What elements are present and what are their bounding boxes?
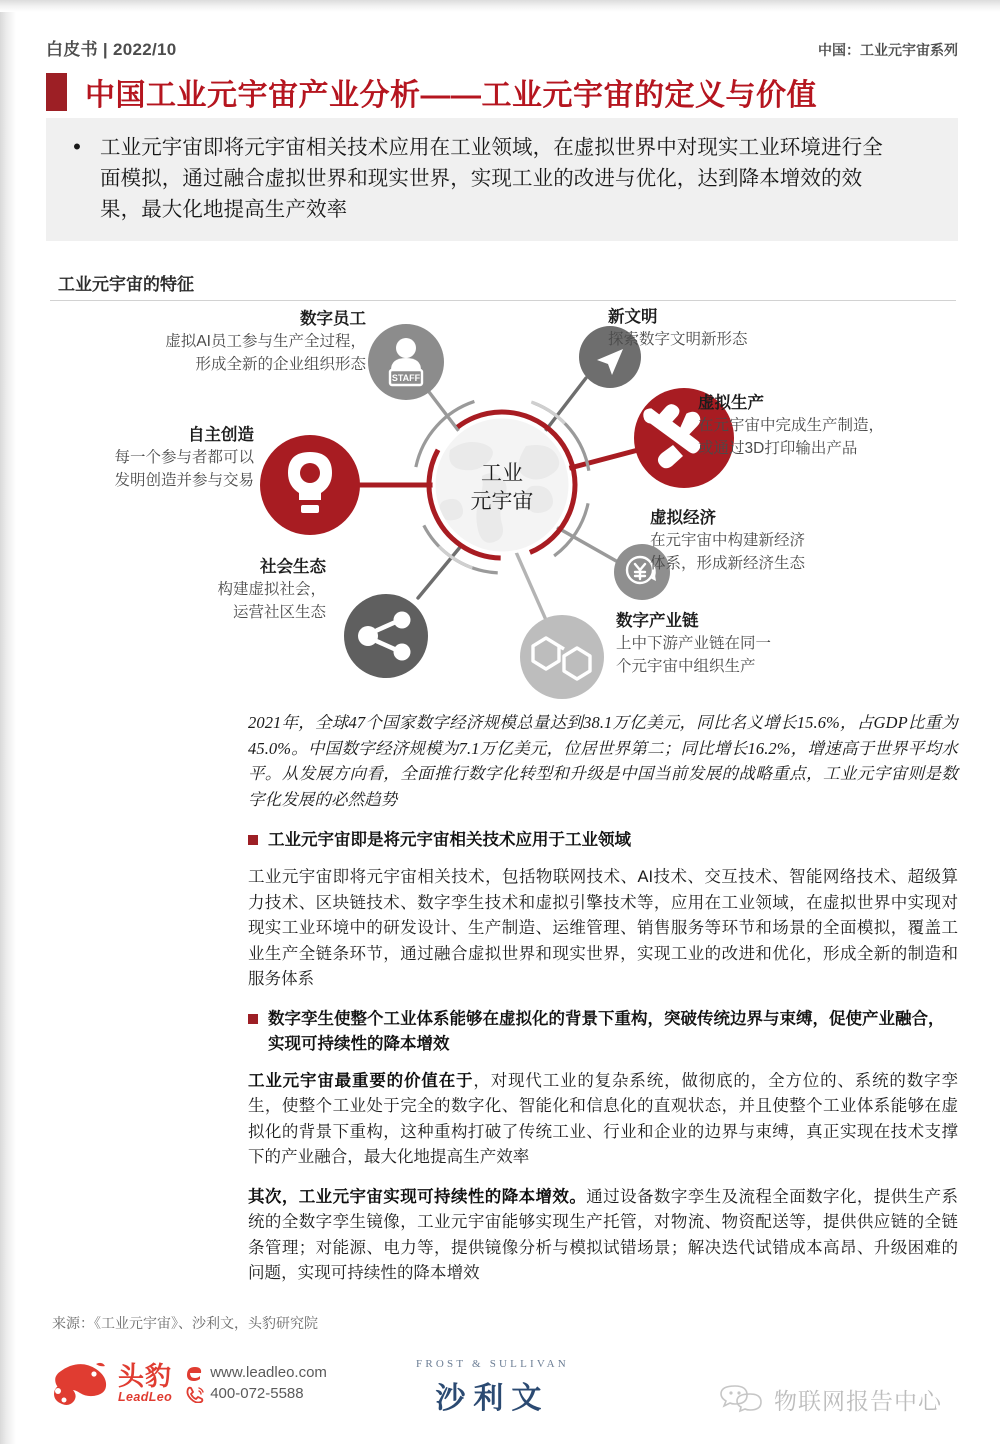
- phone-line: [184, 1385, 327, 1403]
- page-top-shadow: [0, 0, 1000, 12]
- paragraph-2-lead: 工业元宇宙最重要的价值在于: [248, 1071, 474, 1090]
- label-desc-2: 形成全新的企业组织形态: [195, 356, 366, 373]
- label-social-ecology: [66, 556, 326, 624]
- label-title: 数字产业链: [616, 612, 699, 630]
- page-title: 中国工业元宇宙产业分析——工业元宇宙的定义与价值: [85, 79, 817, 112]
- leopard-logo-icon: [52, 1360, 110, 1406]
- header-series-label: 中国：工业元宇宙系列: [818, 42, 958, 58]
- page-header: [46, 34, 958, 60]
- header-doc-type: 白皮书 | 2022/10: [46, 40, 177, 59]
- page-title-row: [46, 70, 958, 114]
- label-desc-1: 上中下游产业链在同一: [616, 635, 772, 652]
- frost-cn-name: 沙利文: [435, 1382, 550, 1415]
- paragraph-3-rest: 通过设备数字孪生及流程全面数字化，提供生产系统的全数字孪生镜像，工业元宇宙能够实现生产托管，对物流、物资配送等，提供供应链的全链条管理；对能源、电力等，提供镜像分析与模拟试错场景；解决迭代试错成本高昂、升级困难的问题，实现可持续性的降本增效: [248, 1187, 958, 1282]
- source-line: 来源：《工业元宇宙》、沙利文，头豹研究院: [52, 1315, 318, 1331]
- node-digital-staff: [368, 324, 444, 400]
- leadleo-contact: [184, 1364, 327, 1403]
- label-digital-industry-chain: [616, 610, 916, 678]
- label-virtual-production: [698, 392, 978, 460]
- globe-e-icon: [184, 1364, 204, 1382]
- label-desc-1: 构建虚拟社会，: [217, 581, 326, 598]
- features-hub-diagram: [46, 300, 958, 705]
- website-text: www.leadleo.com: [210, 1364, 327, 1381]
- label-desc-2: 个元宇宙中组织生产: [616, 658, 756, 675]
- label-desc-2: 发明创造并参与交易: [114, 472, 254, 489]
- center-label-line1: 工业: [481, 462, 523, 485]
- leadleo-wordmark: [118, 1360, 173, 1404]
- label-autonomous-creation: [46, 424, 254, 492]
- center-label-line2: 元宇宙: [470, 490, 534, 513]
- website-line: [184, 1364, 327, 1382]
- statistics-note: 2021年，全球47个国家数字经济规模总量达到38.1万亿美元，同比名义增长15.6%，占GDP比重为45.0%。中国数字经济规模为7.1万亿美元，位居世界第二；同比增长16.2%，增速高于世界平均水平。从发展方向看，全面推行数字化转型和升级是中国当前发展的战略重点，工业元宇宙则是数字化发展的必然趋势: [248, 713, 958, 809]
- wechat-watermark: [718, 1382, 942, 1416]
- node-autonomous-creation: [260, 435, 360, 535]
- phone-icon: [184, 1385, 204, 1403]
- label-desc-1: 在元宇宙中构建新经济: [650, 532, 806, 549]
- callout-bullet-icon: •: [73, 134, 81, 159]
- page-footer: [0, 1352, 1000, 1444]
- label-new-civilization: [608, 306, 908, 351]
- frost-sullivan-logo: [416, 1358, 569, 1417]
- node-digital-industry-chain: [520, 615, 604, 699]
- center-globe: [398, 381, 607, 590]
- wechat-name: 物联网报告中心: [774, 1387, 942, 1414]
- label-title: 新文明: [608, 308, 658, 326]
- label-desc-1: 每一个参与者都可以: [114, 449, 254, 466]
- node-social-ecology: [344, 594, 428, 678]
- title-accent-bar: [46, 73, 67, 111]
- page-left-shadow: [0, 0, 16, 1444]
- label-virtual-economy: [650, 507, 950, 575]
- subheading-2-text: 数字孪生使整个工业体系能够在虚拟化的背景下重构，突破传统边界与束缚，促使产业融合，实现可持续性的降本增效: [268, 1009, 945, 1053]
- summary-callout: [46, 118, 958, 241]
- paragraph-1: 工业元宇宙即将元宇宙相关技术，包括物联网技术、AI技术、交互技术、智能网络技术、超级算力技术、区块链技术、数字孪生技术和虚拟引擎技术等，应用在工业领域，在虚拟世界中实现对现实工业环境中的研发设计、生产制造、运维管理、销售服务等环节和场景的全面模拟，覆盖工业生产全链条环节，通过融合虚拟世界和现实世界，实现工业的改进和优化，形成全新的制造和服务体系: [248, 868, 958, 988]
- label-desc-2: 或通过3D打印输出产品: [698, 440, 858, 457]
- bullet-square-icon: [248, 835, 258, 845]
- label-title: 社会生态: [260, 558, 326, 576]
- label-title: 数字员工: [300, 310, 366, 328]
- wechat-icon: [718, 1382, 764, 1416]
- leadleo-logo-block: [52, 1360, 327, 1406]
- callout-text: 工业元宇宙即将元宇宙相关技术应用在工业领域，在虚拟世界中对现实工业环境进行全面模拟，通过融合虚拟世界和现实世界，实现工业的改进与优化，达到降本增效的效果，最大化地提高生产效率: [100, 136, 883, 221]
- subheading-2: [248, 1007, 958, 1057]
- bullet-square-icon: [248, 1014, 258, 1024]
- label-title: 自主创造: [188, 426, 254, 444]
- frost-en-name: FROST & SULLIVAN: [416, 1358, 569, 1370]
- label-title: 虚拟生产: [698, 394, 764, 412]
- phone-text: 400-072-5588: [210, 1385, 304, 1402]
- subheading-1: [248, 828, 958, 853]
- label-title: 虚拟经济: [650, 509, 716, 527]
- paragraph-2: [248, 1069, 958, 1171]
- paragraph-2-rest: ，对现代工业的复杂系统，做彻底的，全方位的、系统的数字孪生，使整个工业处于完全的数字化、智能化和信息化的直观状态，并且使整个工业体系能够在虚拟化的背景下重构，这种重构打破了传统工业、行业和企业的边界与束缚，真正实现在技术支撑下的产业融合，最大化地提高生产效率: [248, 1071, 958, 1166]
- leadleo-cn-name: 头豹: [118, 1360, 173, 1391]
- label-desc-1: 虚拟AI员工参与生产全过程，: [165, 333, 366, 350]
- label-desc-1: 在元宇宙中完成生产制造，: [698, 417, 885, 434]
- subheading-1-text: 工业元宇宙即是将元宇宙相关技术应用于工业领域: [268, 831, 631, 849]
- label-desc-1: 探索数字文明新形态: [608, 331, 748, 348]
- label-digital-staff: [86, 308, 366, 376]
- paragraph-3: [248, 1185, 958, 1287]
- leadleo-en-name: LeadLeo: [118, 1389, 173, 1404]
- svg-text:STAFF: STAFF: [391, 373, 421, 383]
- paragraph-3-lead: 其次，工业元宇宙实现可持续性的降本增效。: [248, 1187, 587, 1206]
- label-desc-2: 运营社区生态: [232, 604, 326, 621]
- section-label: 工业元宇宙的特征: [58, 275, 194, 294]
- label-desc-2: 体系，形成新经济生态: [650, 555, 806, 572]
- body-content: [248, 710, 958, 1301]
